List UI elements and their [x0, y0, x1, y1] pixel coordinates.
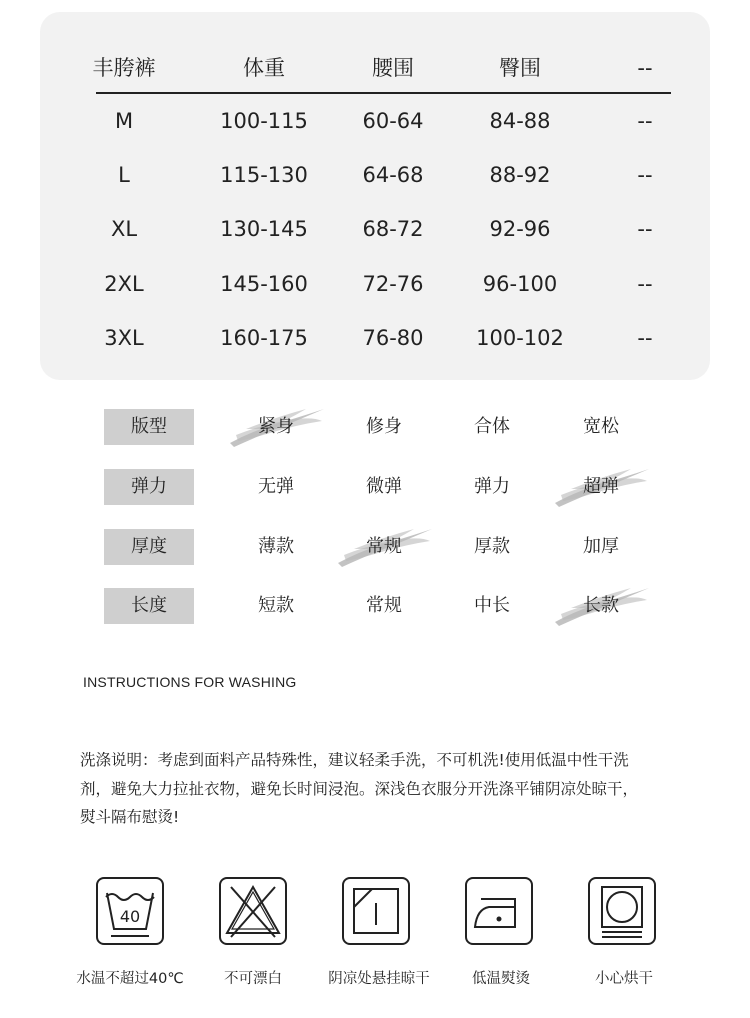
- option-text: 中长: [474, 595, 510, 616]
- waist-cell: 76-80: [362, 326, 424, 350]
- weight-cell: 130-145: [220, 217, 308, 241]
- waist-cell: 72-76: [362, 272, 424, 296]
- washing-instructions: [80, 746, 680, 832]
- table-row: [40, 155, 710, 195]
- hang-dry-shade-icon: [342, 877, 410, 945]
- attribute-option: [258, 529, 294, 565]
- care-label: 阴凉处悬挂晾干: [328, 971, 430, 987]
- attribute-option: [366, 409, 402, 445]
- option-text: 无弹: [258, 476, 294, 497]
- attribute-option: [258, 588, 294, 624]
- attribute-option: [474, 529, 510, 565]
- option-text: 加厚: [583, 536, 619, 557]
- attribute-row: [0, 588, 750, 624]
- size-cell: M: [114, 109, 134, 133]
- option-text: 微弹: [366, 476, 402, 497]
- washing-title: INSTRUCTIONS FOR WASHING: [83, 674, 297, 690]
- washing-line: 洗涤说明：考虑到面料产品特殊性，建议轻柔手洗，不可机洗!使用低温中性干洗: [80, 751, 629, 769]
- attribute-option: [583, 529, 619, 565]
- attribute-label: 版型: [104, 409, 194, 445]
- attribute-label: 弹力: [104, 469, 194, 505]
- weight-cell: 100-115: [220, 109, 308, 133]
- header-cell: 腰围: [372, 56, 414, 80]
- attribute-option: [474, 588, 510, 624]
- iron-low-icon: [465, 877, 533, 945]
- attribute-option: [583, 409, 619, 445]
- washing-line: 剂，避免大力拉扯衣物，避免长时间浸泡。深浅色衣服分开洗涤平铺阴凉处晾干，: [80, 779, 639, 798]
- attribute-row: [0, 529, 750, 565]
- option-text: 弹力: [474, 476, 510, 497]
- table-row: [40, 318, 710, 358]
- option-text: 宽松: [583, 416, 619, 437]
- option-text: 紧身: [258, 416, 294, 437]
- option-text: 短款: [258, 595, 294, 616]
- header-cell: 丰胯裤: [92, 56, 156, 80]
- attribute-option: [258, 469, 294, 505]
- waist-cell: 68-72: [362, 217, 424, 241]
- option-text: 长款: [583, 595, 619, 616]
- care-label: 不可漂白: [224, 971, 282, 987]
- no-bleach-icon: [219, 877, 287, 945]
- attribute-option: [366, 588, 402, 624]
- hip-cell: 96-100: [482, 272, 558, 296]
- attribute-label: 厚度: [104, 529, 194, 565]
- attribute-option-selected: [583, 588, 619, 624]
- attribute-option: [474, 469, 510, 505]
- header-divider: [96, 92, 671, 94]
- care-label: 小心烘干: [595, 971, 653, 987]
- hip-cell: 88-92: [489, 163, 551, 187]
- attribute-row: [0, 469, 750, 505]
- extra-cell: --: [637, 163, 653, 187]
- washing-line: 熨斗隔布慰烫!: [80, 808, 180, 826]
- option-text: 修身: [366, 416, 402, 437]
- attribute-option: [366, 469, 402, 505]
- wash-temp-text: 40: [119, 907, 141, 926]
- option-text: 厚款: [474, 536, 510, 557]
- table-row: [40, 101, 710, 141]
- extra-cell: --: [637, 326, 653, 350]
- size-chart: [40, 12, 710, 380]
- option-text: 合体: [474, 416, 510, 437]
- option-text: 常规: [366, 595, 402, 616]
- size-cell: XL: [110, 217, 138, 241]
- attribute-option-selected: [583, 469, 619, 505]
- header-cell: 体重: [243, 56, 285, 80]
- hip-cell: 84-88: [489, 109, 551, 133]
- weight-cell: 115-130: [220, 163, 308, 187]
- extra-cell: --: [637, 272, 653, 296]
- size-header-row: [40, 48, 710, 88]
- attribute-option: [474, 409, 510, 445]
- hip-cell: 100-102: [476, 326, 564, 350]
- header-cell: --: [637, 56, 653, 80]
- care-label: 水温不超过40℃: [76, 971, 184, 987]
- size-cell: 3XL: [104, 326, 144, 350]
- weight-cell: 160-175: [220, 326, 308, 350]
- attribute-option-selected: [258, 409, 294, 445]
- option-text: 薄款: [258, 536, 294, 557]
- extra-cell: --: [637, 217, 653, 241]
- extra-cell: --: [637, 109, 653, 133]
- header-cell: 臀围: [499, 56, 541, 80]
- table-row: [40, 209, 710, 249]
- attribute-option-selected: [366, 529, 402, 565]
- table-row: [40, 264, 710, 304]
- size-cell: 2XL: [104, 272, 144, 296]
- weight-cell: 145-160: [220, 272, 308, 296]
- care-label: 低温熨烫: [472, 971, 530, 987]
- attribute-label: 长度: [104, 588, 194, 624]
- size-cell: L: [118, 163, 130, 187]
- option-text: 常规: [366, 536, 402, 557]
- tumble-dry-icon: [588, 877, 656, 945]
- attribute-row: [0, 409, 750, 445]
- wash-40-icon: [96, 877, 164, 945]
- hip-cell: 92-96: [489, 217, 551, 241]
- waist-cell: 64-68: [362, 163, 424, 187]
- waist-cell: 60-64: [362, 109, 424, 133]
- option-text: 超弹: [583, 476, 619, 497]
